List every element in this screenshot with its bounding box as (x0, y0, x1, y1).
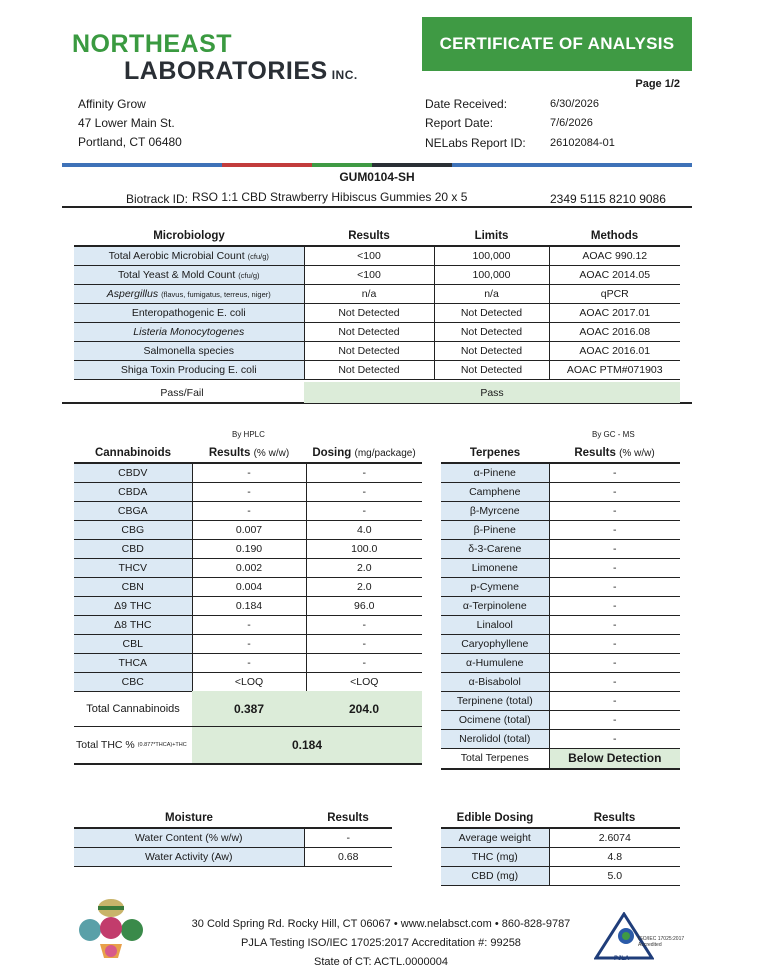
micro-result: Not Detected (304, 341, 434, 360)
total-cannabinoids-result: 0.387 (233, 701, 265, 716)
micro-test-name (74, 284, 304, 303)
col-header: Methods (549, 227, 680, 246)
terpene-name: α-Pinene (441, 463, 549, 482)
cannabinoid-result: 0.004 (192, 577, 306, 596)
micro-test-name (74, 341, 304, 360)
col-header: Results (549, 809, 680, 828)
cannabinoid-name: CBD (74, 539, 192, 558)
micro-limit: 100,000 (434, 265, 549, 284)
report-date-label: Report Date: (425, 116, 494, 131)
company-logo (72, 30, 372, 86)
micro-test-name (74, 322, 304, 341)
biotrack-row (62, 188, 692, 208)
gcms-method: By GC - MS (592, 430, 635, 439)
header-unit: (% w/w) (619, 448, 655, 459)
total-thc-label (76, 727, 194, 763)
table-row (441, 577, 680, 596)
micro-method: AOAC 2016.01 (549, 341, 680, 360)
color-segment (312, 163, 372, 167)
cannabinoid-dosing: - (306, 634, 422, 653)
cannabinoid-name: CBDA (74, 482, 192, 501)
document-title: CERTIFICATE OF ANALYSIS (422, 17, 692, 71)
table-row (74, 303, 680, 322)
edible-result: 5.0 (549, 866, 680, 885)
terpene-name: Camphene (441, 482, 549, 501)
edible-dosing-table (441, 809, 680, 886)
footer-accreditation: PJLA Testing ISO/IEC 17025:2017 Accreditation #: 99258 (241, 937, 521, 949)
table-row (74, 634, 422, 653)
edible-result: 2.6074 (549, 828, 680, 847)
col-header: Moisture (74, 809, 304, 828)
terpene-name: Ocimene (total) (441, 710, 549, 729)
micro-test-label: Salmonella species (143, 344, 234, 357)
table-row (441, 634, 680, 653)
cannabinoid-dosing: - (306, 653, 422, 672)
cannabinoid-name: THCA (74, 653, 192, 672)
moisture-table (74, 809, 392, 867)
cannabinoid-result: - (192, 482, 306, 501)
edible-result: 4.8 (549, 847, 680, 866)
cannabinoid-result: - (192, 615, 306, 634)
terpene-name: β-Pinene (441, 520, 549, 539)
table-row (441, 691, 680, 710)
total-terpenes-label: Total Terpenes (441, 748, 549, 769)
logo-inc: INC. (331, 68, 358, 82)
header-text: Results (208, 447, 251, 459)
table-row (441, 828, 680, 847)
biotrack-label: Biotrack ID: (126, 192, 189, 206)
terpene-result: - (549, 577, 680, 596)
cannabinoid-dosing: - (306, 463, 422, 482)
cannabinoid-dosing: <LOQ (306, 672, 422, 691)
micro-test-label: Total Aerobic Microbial Count (108, 249, 245, 262)
color-segment (452, 163, 692, 167)
micro-method: qPCR (549, 284, 680, 303)
micro-limit: Not Detected (434, 322, 549, 341)
total-thc-label-text: Total THC % (76, 739, 135, 751)
logo-line-2 (124, 58, 372, 88)
footer-state-license: State of CT: ACTL.0000004 (314, 956, 448, 968)
terpene-result: - (549, 463, 680, 482)
micro-test-unit: (flavus, fumigatus, terreus, niger) (161, 289, 271, 299)
edible-name: CBD (mg) (441, 866, 549, 885)
terpene-result: - (549, 691, 680, 710)
client-address-line2: Portland, CT 06480 (78, 135, 182, 149)
cannabinoid-dosing: 2.0 (306, 577, 422, 596)
certification-badges (78, 896, 144, 964)
color-segment (372, 163, 452, 167)
micro-method: AOAC 990.12 (549, 246, 680, 265)
cannabinoid-dosing: 2.0 (306, 558, 422, 577)
cannabinoid-dosing: 4.0 (306, 520, 422, 539)
terpene-result: - (549, 710, 680, 729)
cannabinoid-name: CBN (74, 577, 192, 596)
cannabinoid-result: - (192, 501, 306, 520)
table-row (74, 577, 422, 596)
moisture-name: Water Content (% w/w) (74, 828, 304, 847)
cannabinoid-name: THCV (74, 558, 192, 577)
cannabinoid-name: CBGA (74, 501, 192, 520)
product-name: RSO 1:1 CBD Strawberry Hibiscus Gummies 20 x 5 (192, 190, 468, 204)
table-row (74, 360, 680, 379)
badges-icon (78, 896, 144, 964)
terpene-name: α-Bisabolol (441, 672, 549, 691)
table-row (74, 539, 422, 558)
table-row (441, 866, 680, 885)
hplc-method: By HPLC (232, 430, 265, 439)
footer (150, 915, 612, 969)
report-date: 7/6/2026 (550, 117, 593, 130)
micro-test-name (74, 265, 304, 284)
client-address-line1: 47 Lower Main St. (78, 116, 175, 130)
table-row (441, 729, 680, 748)
microbiology-table (74, 227, 680, 380)
col-header: Cannabinoids (74, 444, 192, 463)
table-row (441, 596, 680, 615)
terpene-name: δ-3-Carene (441, 539, 549, 558)
micro-test-unit: (cfu/g) (238, 270, 260, 280)
date-received: 6/30/2026 (550, 97, 599, 110)
header-unit: (mg/package) (354, 448, 416, 459)
terpene-name: Linalool (441, 615, 549, 634)
client-address (78, 95, 182, 152)
terpene-result: - (549, 520, 680, 539)
table-row (441, 501, 680, 520)
micro-test-label: Shiga Toxin Producing E. coli (120, 363, 257, 376)
header-text: Results (574, 447, 616, 459)
table-row (441, 615, 680, 634)
edible-name: Average weight (441, 828, 549, 847)
col-header: Edible Dosing (441, 809, 549, 828)
table-row (74, 520, 422, 539)
cannabinoid-result: - (192, 463, 306, 482)
table-row (74, 284, 680, 303)
total-terpenes-value: Below Detection (549, 748, 680, 769)
total-cannabinoids-dosing: 204.0 (348, 701, 380, 716)
micro-test-name (74, 360, 304, 379)
report-id-label: NELabs Report ID: (425, 135, 526, 150)
micro-limit: Not Detected (434, 360, 549, 379)
micro-limit: Not Detected (434, 341, 549, 360)
micro-limit: 100,000 (434, 246, 549, 265)
moisture-name: Water Activity (Aw) (74, 847, 304, 866)
header-unit: (% w/w) (253, 448, 290, 459)
footer-address: 30 Cold Spring Rd. Rocky Hill, CT 06067 • www.nelabsct.com • 860-828-9787 (191, 918, 571, 930)
table-row (74, 341, 680, 360)
micro-result: Not Detected (304, 303, 434, 322)
micro-result: Not Detected (304, 360, 434, 379)
terpene-name: Limonene (441, 558, 549, 577)
table-row (74, 615, 422, 634)
pjla-text: PJLA (614, 956, 630, 962)
micro-test-label: Enteropathogenic E. coli (131, 306, 246, 319)
terpene-result: - (549, 596, 680, 615)
table-row (74, 246, 680, 265)
cannabinoid-result: 0.184 (192, 596, 306, 615)
table-row (74, 501, 422, 520)
micro-result: <100 (304, 265, 434, 284)
color-divider (62, 163, 692, 167)
color-segment (222, 163, 312, 167)
terpene-name: Caryophyllene (441, 634, 549, 653)
moisture-result: 0.68 (304, 847, 392, 866)
cannabinoid-name: CBL (74, 634, 192, 653)
micro-test-unit: (cfu/g) (247, 251, 269, 261)
col-header (306, 444, 422, 463)
col-header (192, 444, 306, 463)
terpene-result: - (549, 615, 680, 634)
table-row (441, 710, 680, 729)
table-row (74, 672, 422, 691)
cannabinoid-name: Δ9 THC (74, 596, 192, 615)
total-thc-row (74, 727, 422, 765)
table-row (74, 653, 422, 672)
micro-test-label: Listeria Monocytogenes (133, 325, 245, 338)
terpene-result: - (549, 729, 680, 748)
cannabinoid-dosing: - (306, 482, 422, 501)
cannabinoid-dosing: - (306, 501, 422, 520)
pjla-logo (594, 912, 704, 964)
micro-result: <100 (304, 246, 434, 265)
terpene-result: - (549, 558, 680, 577)
micro-method: AOAC 2017.01 (549, 303, 680, 322)
logo-line-2-text: LABORATORIES (124, 57, 328, 85)
total-cannabinoids-row (74, 691, 422, 727)
header-text: Dosing (312, 447, 352, 459)
total-thc-value: 0.184 (192, 727, 422, 763)
col-header: Limits (434, 227, 549, 246)
client-name: Affinity Grow (78, 97, 146, 111)
cannabinoid-result: 0.007 (192, 520, 306, 539)
date-received-label: Date Received: (425, 96, 508, 111)
col-header: Results (304, 227, 434, 246)
micro-test-name (74, 246, 304, 265)
color-segment (62, 163, 222, 167)
table-row (441, 520, 680, 539)
page-number: Page 1/2 (635, 78, 680, 90)
cannabinoid-dosing: 100.0 (306, 539, 422, 558)
micro-test-name (74, 303, 304, 322)
table-row (74, 482, 422, 501)
table-row (441, 558, 680, 577)
table-row (74, 828, 392, 847)
biotrack-number: 2349 5115 8210 9086 (550, 192, 666, 206)
logo-line-1: NORTHEAST (72, 30, 233, 58)
terpenes-table (441, 444, 680, 770)
moisture-result: - (304, 828, 392, 847)
terpene-result: - (549, 634, 680, 653)
table-row (441, 847, 680, 866)
terpene-name: p-Cymene (441, 577, 549, 596)
terpene-name: α-Terpinolene (441, 596, 549, 615)
cannabinoid-name: CBG (74, 520, 192, 539)
cannabinoid-result: - (192, 653, 306, 672)
cannabinoid-result: - (192, 634, 306, 653)
terpene-result: - (549, 539, 680, 558)
col-header: Microbiology (74, 227, 304, 246)
micro-test-label: Aspergillus (106, 287, 159, 300)
cannabinoid-name: CBDV (74, 463, 192, 482)
edible-name: THC (mg) (441, 847, 549, 866)
terpene-name: β-Myrcene (441, 501, 549, 520)
col-header (549, 444, 680, 463)
pjla-caption: ISO/IEC 17025:2017 Accredited (638, 936, 685, 948)
table-row (74, 463, 422, 482)
pass-fail-value: Pass (304, 382, 680, 403)
cannabinoid-result: 0.190 (192, 539, 306, 558)
total-cannabinoids-label: Total Cannabinoids (86, 702, 180, 715)
terpene-result: - (549, 653, 680, 672)
table-row (441, 482, 680, 501)
table-row (441, 539, 680, 558)
cannabinoid-dosing: - (306, 615, 422, 634)
terpene-result: - (549, 482, 680, 501)
micro-limit: Not Detected (434, 303, 549, 322)
terpene-name: Nerolidol (total) (441, 729, 549, 748)
pass-fail-row (62, 382, 692, 404)
table-row (441, 653, 680, 672)
terpene-result: - (549, 501, 680, 520)
table-row (441, 672, 680, 691)
table-row (74, 322, 680, 341)
terpene-name: α-Humulene (441, 653, 549, 672)
micro-method: AOAC 2014.05 (549, 265, 680, 284)
cannabinoids-table (74, 444, 422, 692)
cannabinoid-result: <LOQ (192, 672, 306, 691)
micro-result: n/a (304, 284, 434, 303)
col-header: Terpenes (441, 444, 549, 463)
micro-result: Not Detected (304, 322, 434, 341)
terpene-result: - (549, 672, 680, 691)
table-row (74, 596, 422, 615)
terpene-name: Terpinene (total) (441, 691, 549, 710)
report-meta (425, 94, 615, 153)
micro-method: AOAC 2016.08 (549, 322, 680, 341)
cannabinoid-dosing: 96.0 (306, 596, 422, 615)
micro-method: AOAC PTM#071903 (549, 360, 680, 379)
sample-id: GUM0104-SH (339, 170, 415, 184)
table-row (74, 558, 422, 577)
table-row (441, 463, 680, 482)
total-thc-formula: (0.877*THCA)+THC (137, 742, 187, 748)
table-row (74, 847, 392, 866)
micro-limit: n/a (434, 284, 549, 303)
cannabinoid-result: 0.002 (192, 558, 306, 577)
cannabinoid-name: CBC (74, 672, 192, 691)
pass-fail-label: Pass/Fail (160, 386, 204, 399)
col-header: Results (304, 809, 392, 828)
report-id: 26102084-01 (550, 136, 615, 149)
table-row (74, 265, 680, 284)
micro-test-label: Total Yeast & Mold Count (117, 268, 236, 281)
cannabinoid-name: Δ8 THC (74, 615, 192, 634)
